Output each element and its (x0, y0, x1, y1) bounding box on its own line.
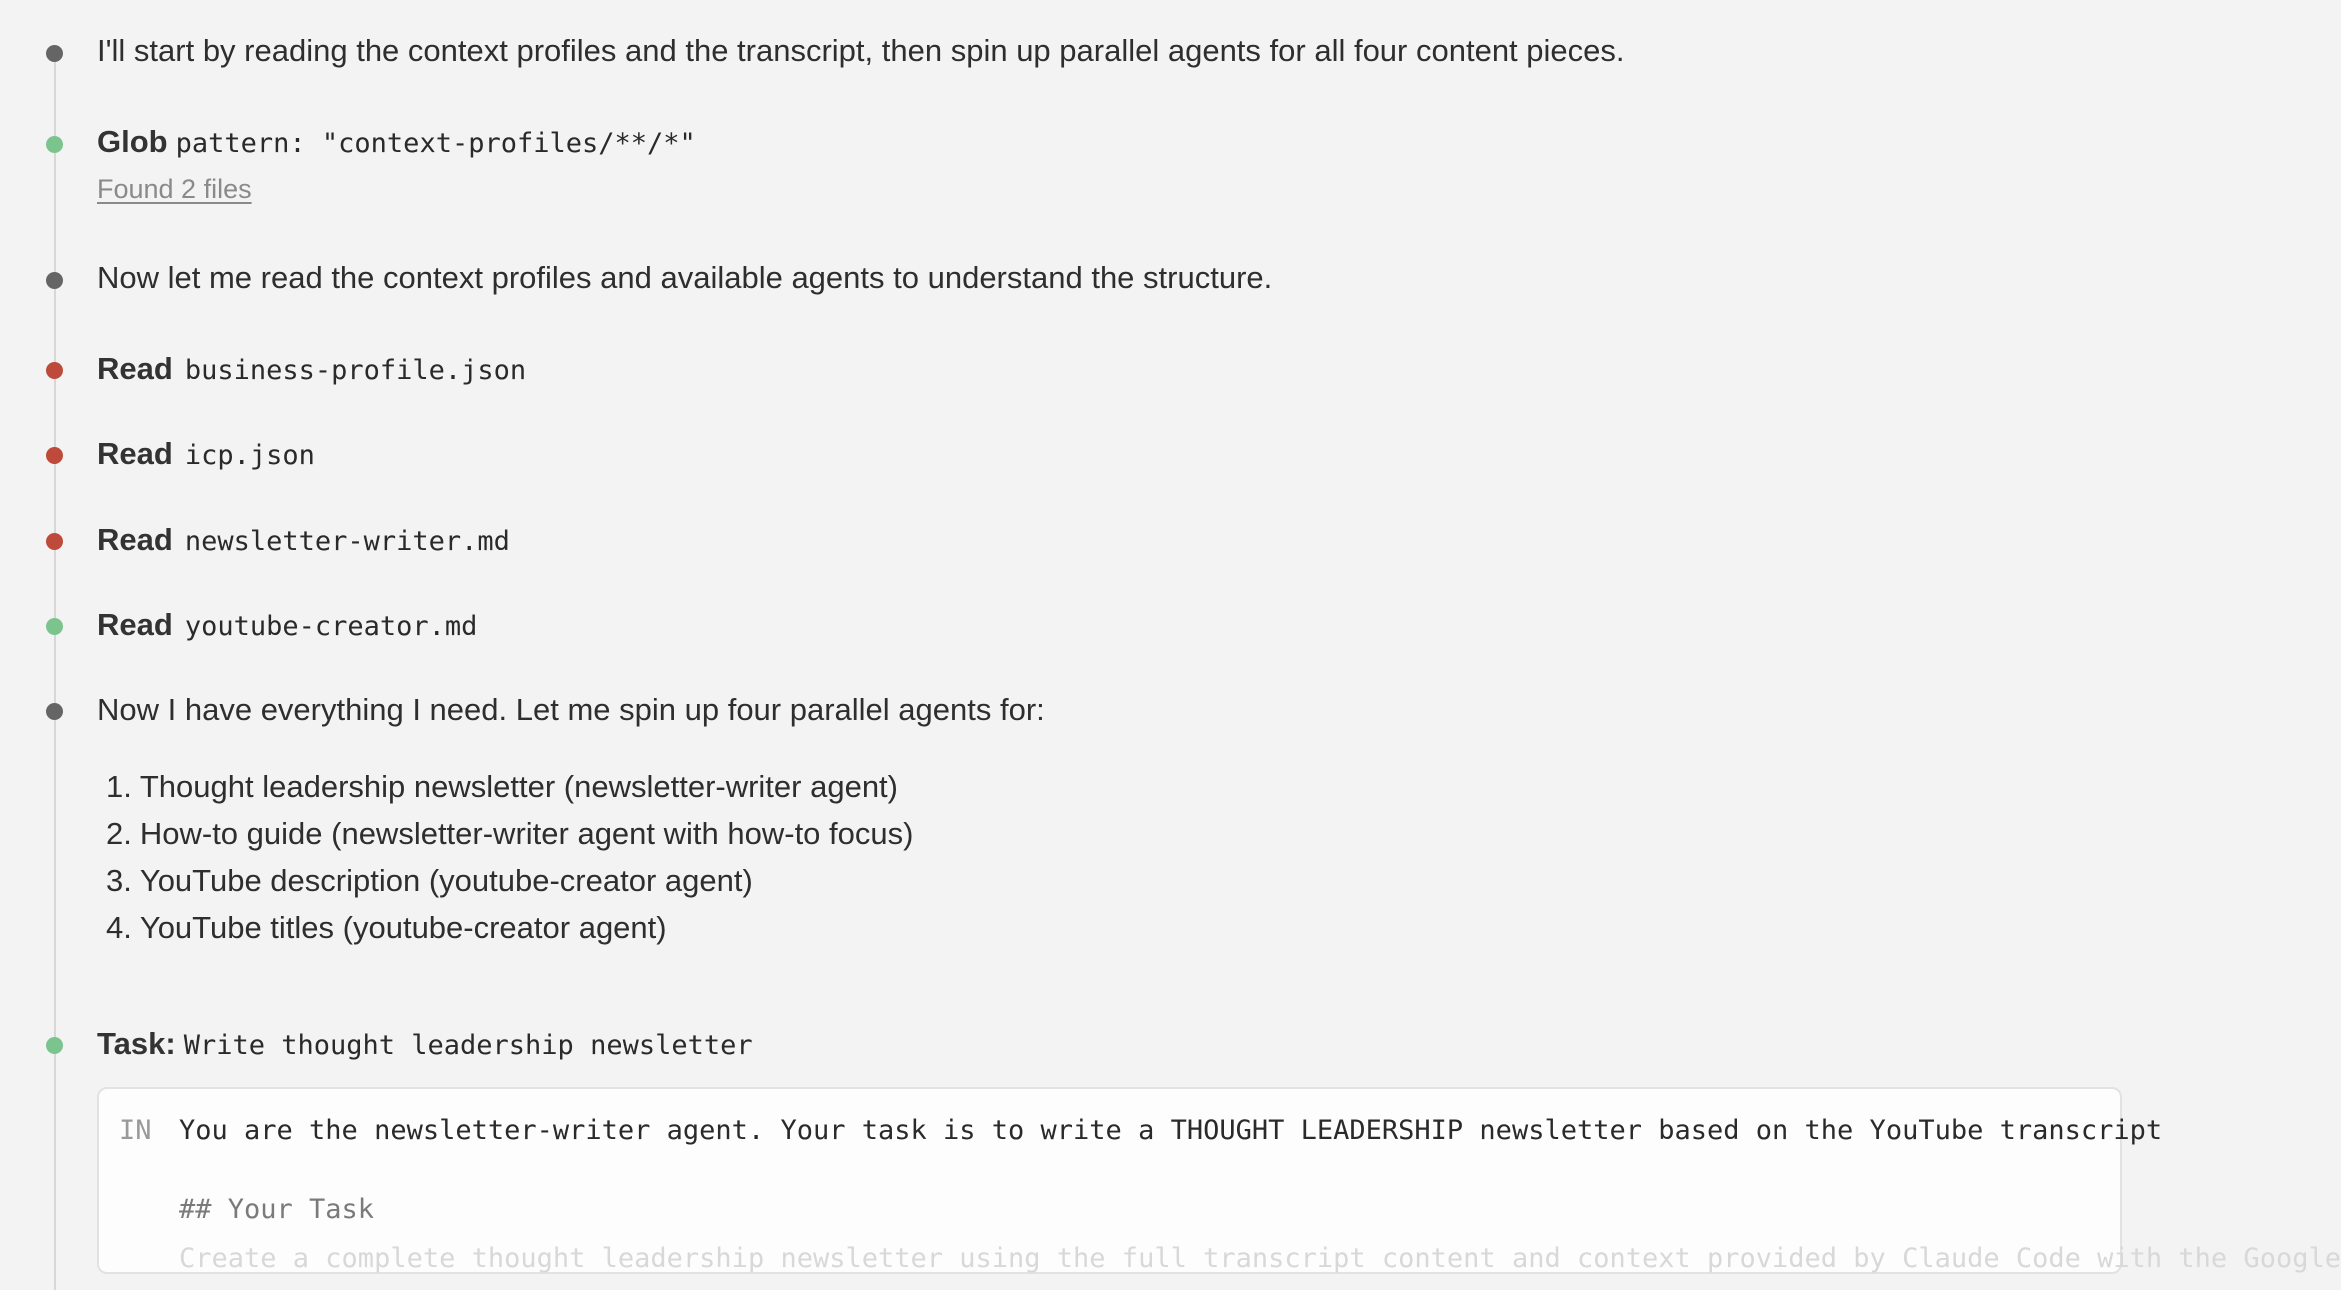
file-name: business-profile.json (184, 355, 527, 386)
tool-name: Task: (97, 1026, 176, 1061)
message-text: Now I have everything I need. Let me spin up four parallel agents for: (97, 692, 1045, 727)
list-item: 1. Thought leadership newsletter (newsletter-writer agent) (106, 769, 898, 804)
list-item: 3. YouTube description (youtube-creator agent) (106, 863, 753, 898)
status-dot-success (46, 618, 63, 635)
tool-name: Read (97, 351, 173, 386)
status-dot-gray (46, 45, 63, 62)
tool-name: Read (97, 607, 173, 642)
task-prompt-heading: ## Your Task (179, 1194, 375, 1225)
tool-call-read[interactable] (97, 349, 2112, 391)
file-name: youtube-creator.md (184, 611, 478, 642)
tool-name: Read (97, 522, 173, 557)
status-dot-gray (46, 272, 63, 289)
status-dot-success (46, 1037, 63, 1054)
assistant-message (97, 31, 2112, 71)
task-description: Write thought leadership newsletter (183, 1030, 753, 1061)
tool-argument: pattern: "context-profiles/**/*" (175, 128, 696, 159)
tool-name: Read (97, 436, 173, 471)
input-label: IN (119, 1115, 152, 1146)
task-prompt-faded-text: Create a complete thought leadership newsletter using the full transcript content and context provided by Claude Code with the Google (179, 1243, 2341, 1274)
message-text: I'll start by reading the context profiles and the transcript, then spin up parallel agents for all four content pieces. (97, 33, 1625, 68)
tool-call-read[interactable] (97, 434, 2112, 476)
task-input-panel[interactable] (97, 1087, 2341, 1274)
status-dot-error (46, 447, 63, 464)
list-item: 4. YouTube titles (youtube-creator agent) (106, 910, 667, 945)
timeline-line (54, 52, 56, 1290)
tool-name: Glob (97, 124, 168, 159)
tool-call-task[interactable] (97, 1024, 2112, 1066)
task-prompt-text: You are the newsletter-writer agent. Your task is to write a THOUGHT LEADERSHIP newsletter based on the YouTube transcript (179, 1115, 2163, 1146)
list-item: 2. How-to guide (newsletter-writer agent with how-to focus) (106, 816, 914, 851)
file-name: newsletter-writer.md (184, 526, 510, 557)
status-dot-gray (46, 703, 63, 720)
tool-call-read[interactable] (97, 605, 2112, 647)
tool-call-glob (97, 122, 2112, 206)
file-name: icp.json (184, 440, 315, 471)
status-dot-success (46, 136, 63, 153)
assistant-message (97, 690, 2112, 730)
plan-list (106, 763, 913, 951)
status-dot-error (46, 362, 63, 379)
tool-result-link[interactable]: Found 2 files (97, 174, 252, 204)
tool-call-read[interactable] (97, 520, 2112, 562)
status-dot-error (46, 533, 63, 550)
assistant-message (97, 258, 2112, 298)
message-text: Now let me read the context profiles and available agents to understand the structure. (97, 260, 1273, 295)
